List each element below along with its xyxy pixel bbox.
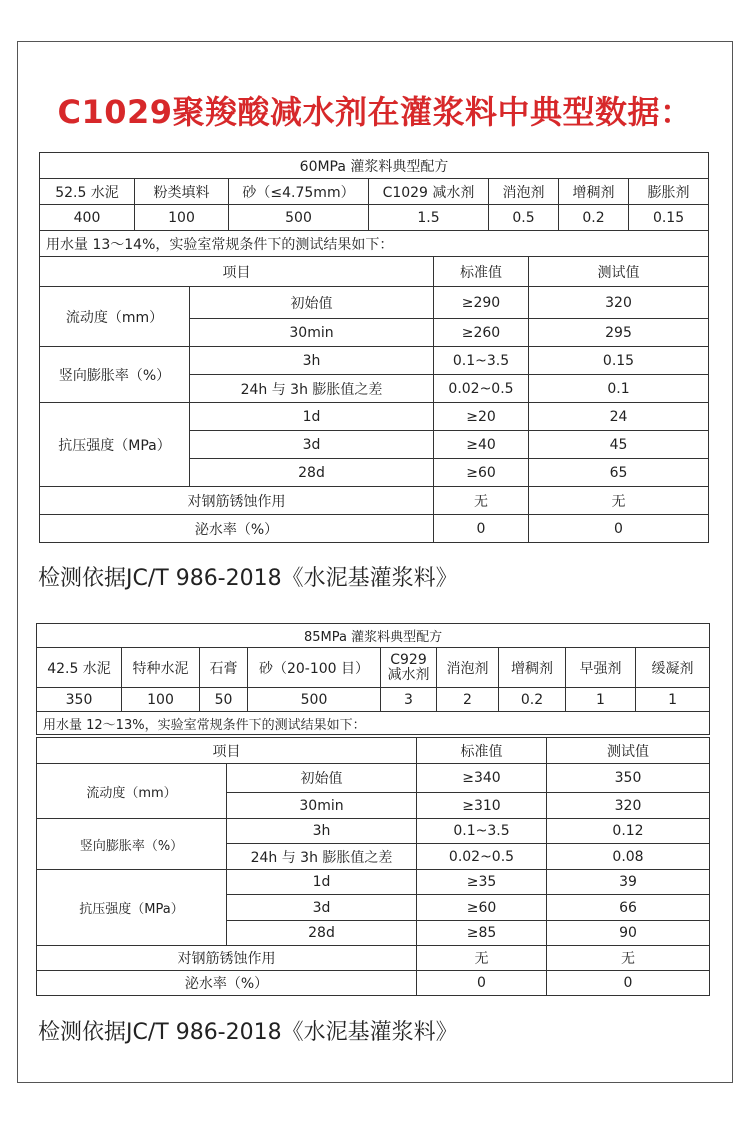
row-item: 1d (190, 403, 434, 431)
ingredient-amount: 2 (437, 688, 499, 712)
row-item: 初始值 (227, 764, 417, 793)
row-standard: ≥85 (417, 921, 547, 946)
row-standard: ≥60 (417, 895, 547, 921)
row-standard: ≥290 (434, 287, 529, 319)
row-item: 30min (190, 319, 434, 347)
formula-title: 60MPa 灌浆料典型配方 (40, 153, 709, 179)
row-standard: ≥260 (434, 319, 529, 347)
row-test: 0.08 (547, 844, 710, 870)
ingredient-header: 粉类填料 (135, 179, 229, 205)
row-item: 1d (227, 870, 417, 895)
ingredient-amount: 100 (122, 688, 200, 712)
row-item: 28d (190, 459, 434, 487)
row-test: 0 (529, 515, 709, 543)
row-standard: ≥60 (434, 459, 529, 487)
row-standard: 0.1~3.5 (417, 819, 547, 844)
ingredient-header: 膨胀剂 (629, 179, 709, 205)
row-standard: ≥20 (434, 403, 529, 431)
ingredient-header: 52.5 水泥 (40, 179, 135, 205)
ingredient-header: 增稠剂 (499, 648, 566, 688)
strength-label: 抗压强度（MPa） (40, 403, 190, 487)
row-item: 3h (227, 819, 417, 844)
row-test: 45 (529, 431, 709, 459)
bleeding-label: 泌水率（%） (37, 971, 417, 996)
row-item: 3h (190, 347, 434, 375)
ingredient-header: 早强剂 (566, 648, 636, 688)
row-test: 24 (529, 403, 709, 431)
ingredient-amount: 50 (200, 688, 248, 712)
header-test: 测试值 (547, 738, 710, 764)
ingredient-amount: 0.15 (629, 205, 709, 231)
expansion-label: 竖向膨胀率（%） (40, 347, 190, 403)
row-standard: 0.1~3.5 (434, 347, 529, 375)
flow-label: 流动度（mm） (37, 764, 227, 819)
water-note: 用水量 13～14%，实验室常规条件下的测试结果如下： (40, 231, 709, 257)
ingredient-header: 42.5 水泥 (37, 648, 122, 688)
row-item: 24h 与 3h 膨胀值之差 (190, 375, 434, 403)
ingredient-header: 砂（≤4.75mm） (229, 179, 369, 205)
row-test: 0 (547, 971, 710, 996)
ingredient-header: 缓凝剂 (636, 648, 710, 688)
row-standard: ≥310 (417, 793, 547, 819)
ingredient-amount: 400 (40, 205, 135, 231)
row-item: 30min (227, 793, 417, 819)
ingredient-amount: 500 (229, 205, 369, 231)
row-item: 3d (190, 431, 434, 459)
header-standard: 标准值 (434, 257, 529, 287)
bleeding-label: 泌水率（%） (40, 515, 434, 543)
row-standard: ≥35 (417, 870, 547, 895)
header-standard: 标准值 (417, 738, 547, 764)
ingredient-header: 消泡剂 (489, 179, 559, 205)
table-60mpa-formula (39, 152, 709, 257)
table-85mpa-formula (36, 623, 710, 735)
row-test: 无 (547, 946, 710, 971)
row-test: 39 (547, 870, 710, 895)
row-item: 初始值 (190, 287, 434, 319)
ingredient-amount: 1 (636, 688, 710, 712)
ingredient-amount: 0.5 (489, 205, 559, 231)
row-standard: 无 (434, 487, 529, 515)
page-title: C1029聚羧酸减水剂在灌浆料中典型数据： (57, 93, 693, 131)
ingredient-amount: 500 (248, 688, 381, 712)
row-test: 320 (529, 287, 709, 319)
ingredient-amount: 0.2 (499, 688, 566, 712)
row-item: 24h 与 3h 膨胀值之差 (227, 844, 417, 870)
water-note: 用水量 12～13%，实验室常规条件下的测试结果如下： (37, 712, 710, 735)
table-60mpa-results (39, 256, 709, 543)
flow-label: 流动度（mm） (40, 287, 190, 347)
ingredient-amount: 3 (381, 688, 437, 712)
row-test: 66 (547, 895, 710, 921)
row-standard: ≥40 (434, 431, 529, 459)
row-item: 28d (227, 921, 417, 946)
header-test: 测试值 (529, 257, 709, 287)
ingredient-amount: 1 (566, 688, 636, 712)
header-item: 项目 (40, 257, 434, 287)
row-standard: 0 (417, 971, 547, 996)
ingredient-amount: 350 (37, 688, 122, 712)
row-test: 90 (547, 921, 710, 946)
test-basis: 检测依据JC/T 986-2018《水泥基灌浆料》 (38, 1020, 458, 1045)
ingredient-header: 特种水泥 (122, 648, 200, 688)
strength-label: 抗压强度（MPa） (37, 870, 227, 946)
ingredient-amount: 0.2 (559, 205, 629, 231)
row-test: 0.12 (547, 819, 710, 844)
row-test: 无 (529, 487, 709, 515)
corrosion-label: 对钢筋锈蚀作用 (40, 487, 434, 515)
row-test: 0.15 (529, 347, 709, 375)
row-standard: 0.02~0.5 (434, 375, 529, 403)
ingredient-header: 砂（20-100 目） (248, 648, 381, 688)
test-basis: 检测依据JC/T 986-2018《水泥基灌浆料》 (38, 566, 458, 591)
row-standard: ≥340 (417, 764, 547, 793)
row-test: 295 (529, 319, 709, 347)
ingredient-header: 消泡剂 (437, 648, 499, 688)
header-item: 项目 (37, 738, 417, 764)
corrosion-label: 对钢筋锈蚀作用 (37, 946, 417, 971)
ingredient-header: C929 减水剂 (381, 648, 437, 688)
row-standard: 0.02~0.5 (417, 844, 547, 870)
row-test: 320 (547, 793, 710, 819)
expansion-label: 竖向膨胀率（%） (37, 819, 227, 870)
row-test: 350 (547, 764, 710, 793)
row-standard: 无 (417, 946, 547, 971)
formula-title: 85MPa 灌浆料典型配方 (37, 624, 710, 648)
row-test: 0.1 (529, 375, 709, 403)
ingredient-header: C1029 减水剂 (369, 179, 489, 205)
row-test: 65 (529, 459, 709, 487)
ingredient-header: 增稠剂 (559, 179, 629, 205)
ingredient-amount: 1.5 (369, 205, 489, 231)
row-standard: 0 (434, 515, 529, 543)
row-item: 3d (227, 895, 417, 921)
table-85mpa-results (36, 737, 710, 996)
ingredient-header: 石膏 (200, 648, 248, 688)
ingredient-amount: 100 (135, 205, 229, 231)
